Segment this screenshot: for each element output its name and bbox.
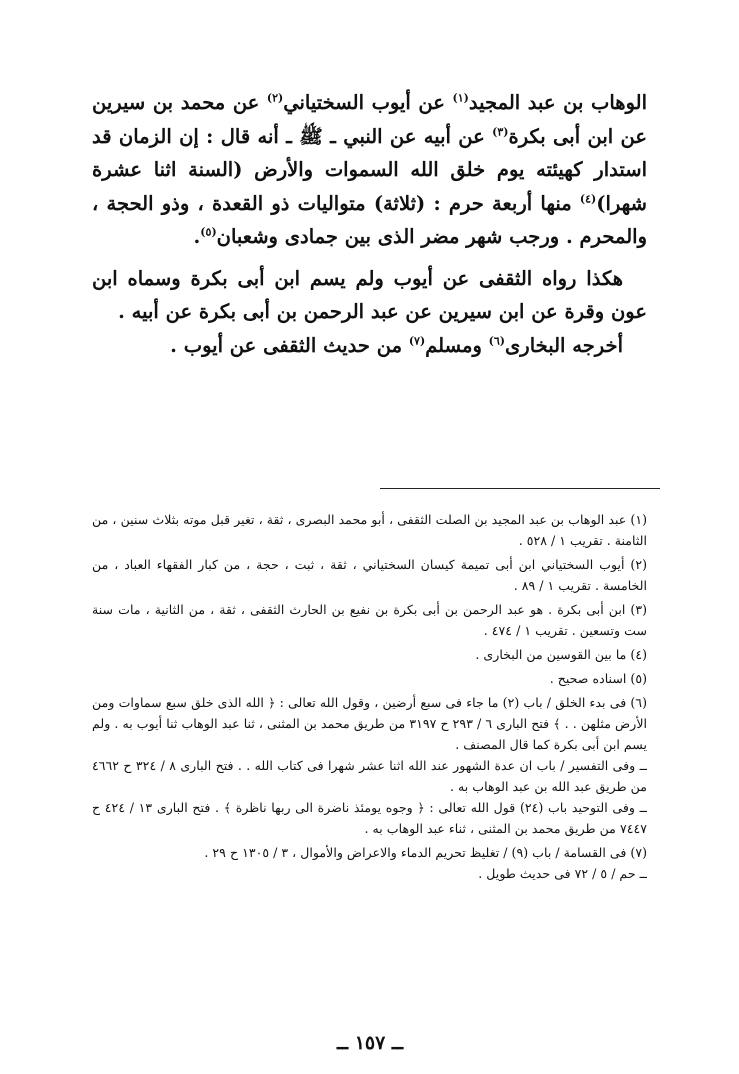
footnote: (٥) اسناده صحيح . bbox=[549, 671, 647, 686]
footnote-marker: (١) bbox=[452, 91, 469, 105]
main-paragraph bbox=[92, 329, 647, 363]
footnote: ــ وفى التفسير / باب ان عدة الشهور عند الله اثنا عشر شهرا فى كتاب الله . . فتح البارى ٨ / ٣٢٤ ح ٤٦٦٢ من طريق عبد الله بن عبد الوهاب به . bbox=[92, 758, 647, 794]
text-run: عن أيوب السختياني bbox=[283, 91, 453, 114]
footnote-marker: (٥) bbox=[200, 225, 217, 239]
footnote-marker: (٣) bbox=[492, 125, 509, 138]
footnote-marker: (٢) bbox=[266, 91, 284, 105]
footnote: ــ وفى التوحيد باب (٢٤) قول الله تعالى : ﴿ وجوه يومئذ ناضرة الى ربها ناظرة ﴾ . فتح البارى ١٣ / ٤٢٤ ح ٧٤٤٧ من طريق محمد بن المثنى ، ثناء عبد الوهاب به . bbox=[92, 800, 647, 836]
text-run: منها أربعة حرم : (ثلاثة) متواليات ذو القعدة ، وذو الحجة ، والمحرم . ورجب شهر مضر الذى بين جمادى وشعبان bbox=[92, 191, 647, 248]
text-run: أخرجه البخارى bbox=[505, 333, 623, 357]
text-run: من حديث الثقفى عن أيوب . bbox=[170, 333, 409, 357]
main-paragraph bbox=[92, 86, 647, 254]
footnote: ــ حم / ٥ / ٧٢ فى حديث طويل . bbox=[478, 866, 647, 881]
footnote-marker: (٦) bbox=[488, 334, 506, 347]
text-run: . bbox=[193, 225, 201, 248]
text-run: هكذا رواه الثقفى عن أيوب ولم يسم ابن أبى بكرة وسماه ابن عون وقرة عن ابن سيرين عن عبد الرحمن بن أبى بكرة عن أبيه . bbox=[92, 266, 647, 323]
text-run: عن أبيه عن النبي ـ ﷺ ـ أنه قال : إن الزمان قد استدار كهيئته يوم خلق الله السموات والأرض (السنة اثنا عشرة شهرا) bbox=[92, 124, 647, 215]
footnote: (٤) ما بين القوسين من البخارى . bbox=[475, 647, 647, 662]
main-text bbox=[92, 86, 647, 362]
footnote: (٦) فى بدء الخلق / باب (٢) ما جاء فى سبع أرضين ، وقول الله تعالى : ﴿ الله الذى خلق سبع سماوات ومن الأرض مثلهن . . ﴾ فتح البارى ٦ / ٢٩٣ ح ٣١٩٧ من طريق محمد بن المثنى ، ثنا عبد الوهاب ثنا أيوب به . ولم يسم ابن أبى بكرة كما قال المصنف . bbox=[92, 695, 648, 752]
main-paragraph bbox=[92, 262, 647, 329]
page-number: ــ ١٥٧ ــ bbox=[336, 1032, 404, 1054]
footnote-marker: (٧) bbox=[408, 334, 426, 347]
footnote-marker: (٤) bbox=[579, 192, 597, 205]
footnote-separator bbox=[380, 488, 660, 489]
footnote: (١) عبد الوهاب بن عبد المجيد بن الصلت الثقفى ، أبو محمد البصرى ، ثقة ، تغير قبل موته بثلاث سنين ، من الثامنة . تقريب ١ / ٥٢٨ . bbox=[92, 512, 647, 548]
text-run: ومسلم bbox=[425, 333, 489, 357]
footnote: (٧) فى القسامة / باب (٩) / تغليظ تحريم الدماء والاعراض والأموال ، ٣ / ١٣٠٥ ح ٢٩ . bbox=[204, 845, 647, 860]
footnote: (٢) أيوب السختياني ابن أبى تميمة كيسان السختياني ، ثقة ، ثبت ، حجة ، من كبار الفقهاء العباد ، من الخامسة . تقريب ١ / ٨٩ . bbox=[92, 557, 647, 593]
footnote: (٣) ابن أبى بكرة . هو عبد الرحمن بن أبى بكرة بن نفيع بن الحارث الثقفى ، ثقة ، من الثانية ، مات سنة ست وتسعين . تقريب ١ / ٤٧٤ . bbox=[92, 602, 647, 638]
footnotes bbox=[92, 506, 647, 884]
text-run: عن محمد بن سيرين عن ابن أبى بكرة bbox=[92, 91, 647, 148]
text-run: الوهاب بن عبد المجيد bbox=[468, 91, 647, 114]
